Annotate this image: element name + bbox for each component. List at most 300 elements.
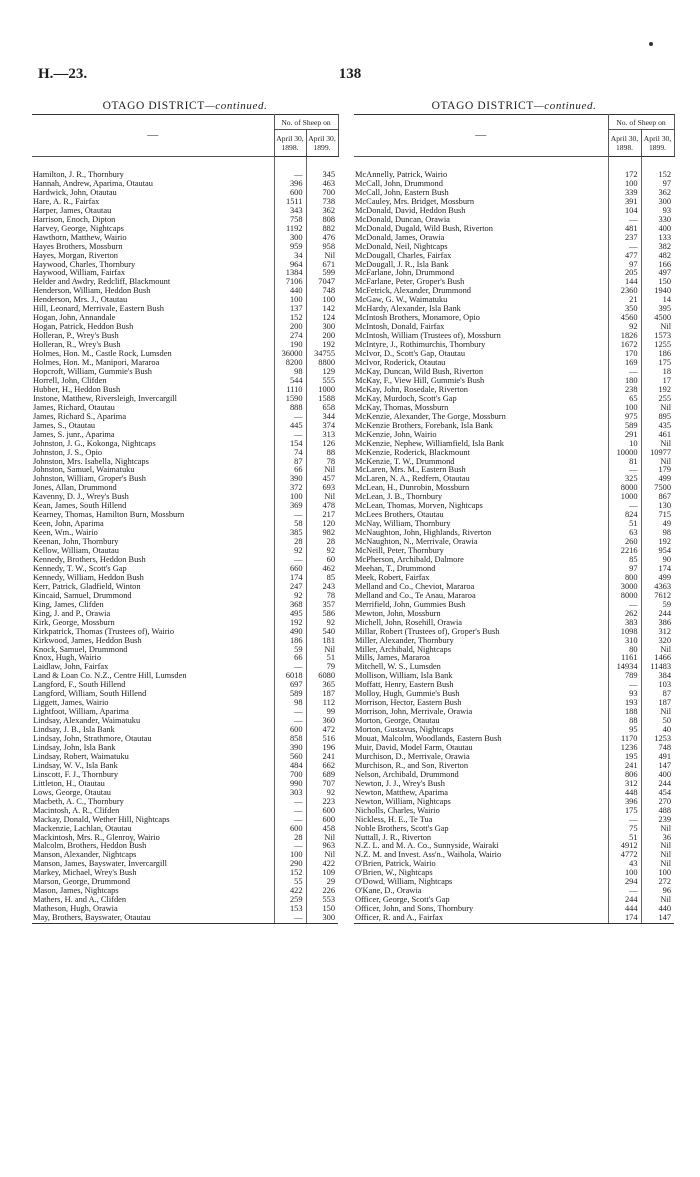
owner-name: Macbeth, A. C., Thornbury (33, 797, 124, 806)
right-column-title (354, 98, 674, 114)
table-row (354, 278, 674, 287)
table-row (32, 180, 338, 189)
owner-name: Littleton, H., Otautau (33, 779, 105, 788)
sheep-1899: 954 (641, 547, 674, 556)
table-row (32, 234, 338, 243)
table-row (354, 225, 674, 234)
owner-name: McCauley, Mrs. Bridget, Mossburn (355, 197, 475, 206)
table-row (32, 252, 338, 261)
table-row (354, 896, 674, 905)
sheep-1899: 395 (641, 305, 674, 314)
owner-name: Molloy, Hugh, Gummie's Bush (355, 690, 460, 699)
owner-name: Nelson, Archibald, Drummond (355, 770, 459, 779)
page-header (0, 66, 700, 86)
owner-name: Murchison, D., Merrivale, Orawia (355, 752, 470, 761)
table-row (32, 350, 338, 359)
sheep-1899: Nil (641, 896, 674, 905)
sheep-1899: 982 (306, 529, 338, 538)
sheep-1899: 96 (641, 887, 674, 896)
sheep-1898: 560 (274, 753, 306, 762)
table-row (32, 735, 338, 744)
table-row (354, 261, 674, 270)
sheep-1898: 200 (274, 323, 306, 332)
table-row (354, 314, 674, 323)
sheep-1898: 186 (274, 637, 306, 646)
sheep-1899: 386 (641, 619, 674, 628)
sheep-1899: 700 (306, 189, 338, 198)
table-row (354, 637, 674, 646)
sheep-1898: 259 (274, 896, 306, 905)
owner-name: Hannah, Andrew, Aparima, Otautau (33, 179, 153, 188)
sheep-1898: 81 (608, 458, 641, 467)
table-row (354, 198, 674, 207)
sheep-1898: 260 (608, 538, 641, 547)
sheep-1898: 87 (274, 458, 306, 467)
sheep-1899: 90 (641, 556, 674, 565)
sheep-1898: — (608, 601, 641, 610)
table-row (32, 484, 338, 493)
sheep-1898: 858 (274, 735, 306, 744)
owner-name: Kean, James, South Hillend (33, 502, 127, 511)
sheep-1898: 291 (608, 431, 641, 440)
sheep-1898: 975 (608, 413, 641, 422)
sheep-1898: 339 (608, 189, 641, 198)
owner-name: Liggett, James, Wairio (33, 699, 109, 708)
sheep-1898: 238 (608, 386, 641, 395)
sheep-1898: 144 (608, 278, 641, 287)
sheep-1899: 217 (306, 511, 338, 520)
sheep-1898: 4772 (608, 851, 641, 860)
sheep-1899: 384 (641, 672, 674, 681)
owner-name: Kennedy, T. W., Scott's Gap (33, 564, 127, 573)
table-row (32, 520, 338, 529)
owner-name: Macintosh, A. R., Clifden (33, 806, 120, 815)
owner-name: McCall, John, Drummond (355, 179, 443, 188)
owner-name: Land & Loan Co. N.Z., Centre Hill, Lumsden (33, 672, 187, 681)
table-row (32, 341, 338, 350)
owner-name: Haywood, Charles, Thornbury (33, 260, 136, 269)
sheep-1899: 693 (306, 484, 338, 493)
sheep-1899: 7500 (641, 484, 674, 493)
table-row (354, 413, 674, 422)
sheep-1899: 129 (306, 368, 338, 377)
sheep-1899: 362 (641, 189, 674, 198)
owner-name: Nuttall, J. R., Riverton (355, 833, 432, 842)
sheep-1899: 958 (306, 243, 338, 252)
table-row (32, 225, 338, 234)
owner-name: Langford, F., South Hillend (33, 681, 126, 690)
sheep-1899: 179 (641, 466, 674, 475)
table-row (354, 556, 674, 565)
owner-name: Matheson, Hugh, Orawia (33, 905, 118, 914)
sheep-1898: — (608, 502, 641, 511)
owner-name: Officer, R. and A., Fairfax (354, 914, 608, 923)
sheep-1898: 1098 (608, 628, 641, 637)
table-row (32, 878, 338, 887)
table-row (354, 798, 674, 807)
sheep-1899: 147 (641, 762, 674, 771)
sheep-1898: 55 (274, 878, 306, 887)
sheep-1898: 169 (608, 359, 641, 368)
table-row (354, 672, 674, 681)
sheep-1899: 422 (306, 860, 338, 869)
table-row (354, 583, 674, 592)
sheep-1899: 1253 (641, 735, 674, 744)
sheep-1899: 715 (641, 511, 674, 520)
table-row (32, 654, 338, 663)
sheep-1898: 1170 (608, 735, 641, 744)
left-column-title (32, 98, 338, 114)
owner-name: Newton, J. J., Wrey's Bush (355, 779, 445, 788)
sheep-1899: 152 (641, 157, 674, 180)
sheep-1899: 458 (306, 825, 338, 834)
table-row (354, 905, 674, 914)
sheep-1898: 481 (608, 225, 641, 234)
table-row (32, 628, 338, 637)
sheep-1898: 1110 (274, 386, 306, 395)
sheep-1898: 153 (274, 905, 306, 914)
table-row (354, 287, 674, 296)
sheep-1899: 36 (641, 834, 674, 843)
owner-name: McKay, F., View Hill, Gummie's Bush (355, 376, 485, 385)
owner-name: Knox, Hugh, Wairio (33, 654, 102, 663)
table-row (354, 323, 674, 332)
sheep-1898: 8000 (608, 484, 641, 493)
owner-name: James, S. junr., Aparima (33, 430, 115, 439)
sheep-1898: 172 (608, 157, 641, 180)
owner-name: Lows, George, Otautau (33, 788, 111, 797)
owner-name: Linscott, F. J., Thornbury (33, 770, 119, 779)
owner-name: Haywood, William, Fairfax (33, 269, 126, 278)
owner-name: Keen, John, Aparima (33, 520, 104, 529)
left-sheep-table (32, 114, 339, 924)
sheep-1898: 300 (274, 234, 306, 243)
table-row (354, 628, 674, 637)
sheep-1898: 600 (274, 726, 306, 735)
sheep-1898: 368 (274, 601, 306, 610)
sheep-1898: 43 (608, 860, 641, 869)
owner-name: Marson, George, Drummond (33, 878, 131, 887)
table-row (354, 234, 674, 243)
sheep-1898: 65 (608, 395, 641, 404)
sheep-1898: 959 (274, 243, 306, 252)
sheep-1899: 8800 (306, 359, 338, 368)
sheep-1899: 100 (641, 869, 674, 878)
sheep-1899: 34755 (306, 350, 338, 359)
sheep-1898: 1826 (608, 332, 641, 341)
owner-name: McIvor, D., Scott's Gap, Otautau (355, 350, 466, 359)
table-row (354, 654, 674, 663)
sheep-1898: 990 (274, 780, 306, 789)
sheep-1898: 51 (608, 834, 641, 843)
owner-name: Mitchell, W. S., Lumsden (355, 663, 441, 672)
table-row (32, 449, 338, 458)
owner-name: Hopcroft, William, Gummie's Bush (33, 367, 152, 376)
sheep-1899: 365 (306, 681, 338, 690)
table-row (354, 887, 674, 896)
sheep-1899: 1466 (641, 654, 674, 663)
sheep-1898: 544 (274, 377, 306, 386)
sheep-1899: 130 (641, 502, 674, 511)
sheep-1898: 104 (608, 207, 641, 216)
owner-name: McNaughton, N., Merrivale, Orawia (355, 538, 478, 547)
table-row (32, 269, 338, 278)
table-row (354, 395, 674, 404)
sheep-1898: 697 (274, 681, 306, 690)
sheep-1899: 174 (641, 565, 674, 574)
owner-name: James, S., Otautau (33, 421, 96, 430)
sheep-1898: 589 (274, 690, 306, 699)
owner-name: Miller, Alexander, Thornbury (355, 636, 454, 645)
owner-name: Mackay, Donald, Wether Hill, Nightcaps (33, 815, 170, 824)
owner-name: Hogan, Patrick, Heddon Bush (33, 323, 134, 332)
owner-name: Officer, George, Scott's Gap (355, 896, 450, 905)
owner-name: Manson, Alexander, Nightcaps (33, 851, 137, 860)
sheep-1899: 344 (306, 413, 338, 422)
owner-name: Meehan, T., Drummond (355, 564, 436, 573)
sheep-1899: 1000 (306, 386, 338, 395)
owner-name: Mackenzie, Lachlan, Otautau (33, 824, 132, 833)
table-row (354, 565, 674, 574)
sheep-1899: 7047 (306, 278, 338, 287)
owner-name: Morton, Gustavus, Nightcaps (355, 726, 454, 735)
sheep-1898: 390 (274, 475, 306, 484)
table-row (32, 726, 338, 735)
sheep-1899: 472 (306, 726, 338, 735)
owner-name: Kearney, Thomas, Hamilton Burn, Mossburn (33, 511, 185, 520)
sheep-1898: 85 (608, 556, 641, 565)
table-row (354, 726, 674, 735)
sheep-1898: 477 (608, 252, 641, 261)
owner-name: McNay, William, Thornbury (355, 520, 451, 529)
table-row (354, 816, 674, 825)
sheep-1899: 87 (641, 690, 674, 699)
owner-name: Hogan, John, Annandale (33, 314, 116, 323)
table-row (32, 422, 338, 431)
owner-name: May, Brothers, Bayswater, Otautau (32, 914, 274, 923)
sheep-1899: 244 (641, 780, 674, 789)
owner-name: McLaren, Mrs. M., Eastern Bush (355, 466, 466, 475)
sheep-1899: 150 (306, 905, 338, 914)
sheep-1898: 1590 (274, 395, 306, 404)
owner-name: Hayes, Morgan, Riverton (33, 251, 118, 260)
sheep-1899: 14 (641, 296, 674, 305)
owner-name: Mewton, John, Mossburn (355, 609, 441, 618)
sheep-1899: 738 (306, 198, 338, 207)
owner-name: Holmes, Hon. M., Castle Rock, Lumsden (33, 350, 172, 359)
table-row (354, 431, 674, 440)
sheep-1898: 193 (608, 699, 641, 708)
table-row (354, 869, 674, 878)
sheep-1899: 1588 (306, 395, 338, 404)
table-row (354, 511, 674, 520)
sheep-1898: 97 (608, 261, 641, 270)
sheep-1899: 40 (641, 726, 674, 735)
owner-name: McFetrick, Alexander, Drummond (355, 287, 471, 296)
sheep-1898: 369 (274, 502, 306, 511)
table-row (32, 663, 338, 672)
owner-name: Lindsay, Robert, Waimatuku (33, 752, 129, 761)
sheep-1899: 1573 (641, 332, 674, 341)
sheep-1899: 462 (306, 565, 338, 574)
owner-name: Johnston, William, Groper's Bush (33, 475, 146, 484)
sheep-1899: 50 (641, 717, 674, 726)
owner-name: Mollison, William, Isla Bank (355, 672, 453, 681)
table-row (32, 896, 338, 905)
owner-name: McLees Brothers, Otautau (355, 511, 444, 520)
table-row (354, 305, 674, 314)
sheep-1899: Nil (641, 404, 674, 413)
owner-name: McKay, John, Rosedale, Riverton (355, 385, 468, 394)
owner-name: Lindsay, J. B., Isla Bank (33, 726, 115, 735)
sheep-1899: 239 (641, 816, 674, 825)
sheep-1899: 600 (306, 816, 338, 825)
sheep-1899: 4363 (641, 583, 674, 592)
sheep-1898: 51 (608, 520, 641, 529)
sheep-1898: 444 (608, 905, 641, 914)
owner-name: McIvor, Roderick, Otautau (355, 359, 446, 368)
sheep-1898: 1192 (274, 225, 306, 234)
sheep-1899: Nil (306, 834, 338, 843)
owner-name: Melland and Co., Cheviot, Mararoa (355, 582, 475, 591)
owner-name: Mason, James, Nightcaps (33, 887, 119, 896)
sheep-1899: 29 (306, 878, 338, 887)
owner-name: Morton, George, Otautau (355, 717, 440, 726)
table-row (32, 708, 338, 717)
sheep-1898: — (608, 681, 641, 690)
owner-name: Manson, James, Bayswater, Invercargill (33, 860, 167, 869)
sheep-1898: 152 (274, 869, 306, 878)
table-row (32, 368, 338, 377)
table-row (32, 887, 338, 896)
sheep-1898: — (274, 431, 306, 440)
table-row (354, 771, 674, 780)
sheep-1899: 124 (306, 314, 338, 323)
sheep-1898: 88 (608, 717, 641, 726)
table-row (32, 395, 338, 404)
table-row (354, 207, 674, 216)
sheep-1898: — (608, 216, 641, 225)
sheep-1898: 325 (608, 475, 641, 484)
owner-name: McGaw, G. W., Waimatuku (355, 296, 448, 305)
sheep-1899: 867 (641, 493, 674, 502)
sheep-1899: 357 (306, 601, 338, 610)
owner-name: Henderson, Mrs. J., Otautau (33, 296, 128, 305)
owner-name: Helder and Awdry, Redcliff, Blackmount (33, 278, 171, 287)
sheep-1898: 396 (608, 798, 641, 807)
sheep-1899: 963 (306, 842, 338, 851)
owner-name: McDonald, Dugald, Wild Bush, Riverton (355, 224, 493, 233)
sheep-1899: 882 (306, 225, 338, 234)
sheep-1898: 589 (608, 422, 641, 431)
sheep-1898: — (274, 914, 306, 923)
table-row (354, 842, 674, 851)
owner-name: Kirk, George, Mossburn (33, 618, 115, 627)
table-row (354, 807, 674, 816)
sheep-1899: 99 (306, 708, 338, 717)
sheep-1898: 964 (274, 261, 306, 270)
table-row (32, 762, 338, 771)
sheep-1898: 600 (274, 189, 306, 198)
owner-name: Lindsay, John, Strathmore, Otautau (33, 735, 152, 744)
owner-name: Officer, John, and Sons, Thornbury (355, 905, 474, 914)
sheep-1899: 223 (306, 798, 338, 807)
table-row (354, 592, 674, 601)
sheep-1898: 175 (608, 807, 641, 816)
sheep-1899: 1940 (641, 287, 674, 296)
sheep-1898: 100 (274, 296, 306, 305)
sheep-1899: 312 (641, 628, 674, 637)
table-row (354, 878, 674, 887)
table-row (32, 305, 338, 314)
sheep-1899: 362 (306, 207, 338, 216)
sheep-1898: 310 (608, 637, 641, 646)
left-column (32, 98, 338, 924)
table-row (32, 314, 338, 323)
sheep-1899: 85 (306, 574, 338, 583)
table-row (354, 484, 674, 493)
sheep-1898: 154 (274, 440, 306, 449)
sheep-1899: 320 (641, 637, 674, 646)
owner-name: Kirkpatrick, Thomas (Trustees of), Wairio (33, 627, 175, 636)
name-header: — (32, 115, 274, 157)
sheep-1898: 303 (274, 789, 306, 798)
owner-name: McKenzie Brothers, Forebank, Isla Bank (355, 421, 493, 430)
owner-name: James, Richard, Otautau (33, 403, 115, 412)
owner-name: Kavenny, D. J., Wrey's Bush (33, 493, 129, 502)
sheep-1899: 109 (306, 869, 338, 878)
sheep-1898: 3000 (608, 583, 641, 592)
sheep-1899: 497 (641, 269, 674, 278)
owner-name: Hardwick, John, Otautau (33, 188, 117, 197)
sheep-1898: 92 (608, 323, 641, 332)
sheep-1898: 448 (608, 789, 641, 798)
sheep-1899: 808 (306, 216, 338, 225)
table-row (32, 672, 338, 681)
sheep-1898: 75 (608, 825, 641, 834)
sheep-1899: Nil (306, 646, 338, 655)
sheep-1899: 187 (306, 690, 338, 699)
owner-name: Morrison, Hector, Eastern Bush (355, 699, 462, 708)
owner-name: McIntosh, Donald, Fairfax (355, 323, 445, 332)
owner-name: McKenzie, T. W., Drummond (355, 457, 455, 466)
sheep-1898: — (608, 368, 641, 377)
table-row (354, 851, 674, 860)
sheep-1898: 14934 (608, 663, 641, 672)
table-row (32, 556, 338, 565)
owner-name: Morrison, John, Merrivale, Orawia (355, 708, 473, 717)
sheep-1898: 396 (274, 180, 306, 189)
table-row (354, 368, 674, 377)
table-row (32, 690, 338, 699)
sheep-1899: 78 (306, 592, 338, 601)
sheep-1898: 343 (274, 207, 306, 216)
sheep-1899: 499 (641, 574, 674, 583)
table-row (354, 216, 674, 225)
sheep-1899: 92 (306, 789, 338, 798)
owner-name: O'Brien, Patrick, Wairio (355, 860, 436, 869)
sheep-1898: 4912 (608, 842, 641, 851)
table-row (354, 681, 674, 690)
owner-name: McNaughton, John, Highlands, Riverton (355, 529, 492, 538)
sheep-1898: 100 (608, 180, 641, 189)
sheep-1898: 36000 (274, 350, 306, 359)
year-1899-header: April 30, 1899. (306, 130, 338, 157)
sheep-1899: Nil (641, 708, 674, 717)
sheep-1898: 4560 (608, 314, 641, 323)
table-row (354, 449, 674, 458)
sheep-count-header: No. of Sheep on (608, 115, 674, 130)
